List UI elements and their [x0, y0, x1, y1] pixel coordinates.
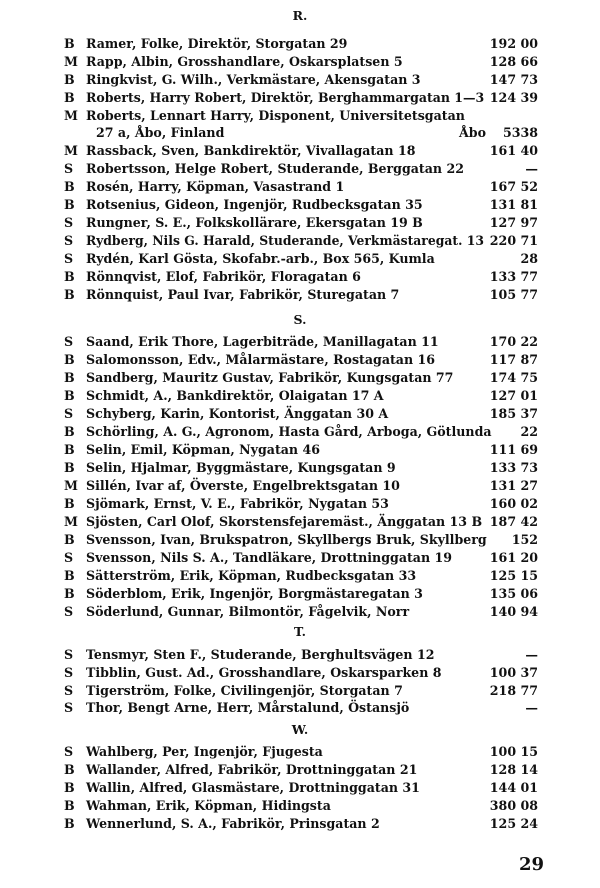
- list-item: [64, 286, 538, 303]
- entry-text: Ramer, Folke, Direktör, Storgatan 29: [86, 36, 348, 51]
- entry-code: B: [64, 287, 75, 302]
- entry-text: Wallander, Alfred, Fabrikör, Drottninggatan 21: [86, 762, 418, 777]
- entry-code: M: [64, 108, 78, 123]
- list-item: [64, 387, 538, 404]
- entry-text: Sandberg, Mauritz Gustav, Fabrikör, Kungsgatan 77: [86, 370, 454, 385]
- entry-number: 187 42: [489, 514, 538, 529]
- entry-text: Svensson, Nils S. A., Tandläkare, Drottninggatan 19: [86, 550, 453, 565]
- list-item: [64, 664, 538, 681]
- entry-number: 220 71: [489, 233, 538, 248]
- entry-code: B: [64, 442, 75, 457]
- entry-number: 111 69: [489, 442, 538, 457]
- entry-code: S: [64, 665, 74, 680]
- entry-code: S: [64, 215, 74, 230]
- list-item-continuation: [96, 124, 538, 141]
- entry-text: Rosén, Harry, Köpman, Vasastrand 1: [86, 179, 345, 194]
- entry-code: S: [64, 744, 74, 759]
- entry-text: Saand, Erik Thore, Lagerbiträde, Manillagatan 11: [86, 334, 439, 349]
- entry-code: S: [64, 251, 74, 266]
- entry-text: Rapp, Albin, Grosshandlare, Oskarsplatsen 5: [86, 54, 403, 69]
- list-item: [64, 549, 538, 566]
- entry-code: S: [64, 406, 74, 421]
- list-item: [64, 441, 538, 458]
- entry-code: M: [64, 514, 78, 529]
- entry-code: B: [64, 586, 75, 601]
- list-item: [64, 268, 538, 285]
- entry-code: B: [64, 90, 75, 105]
- list-item: [64, 214, 538, 231]
- entry-number: 133 77: [489, 269, 538, 284]
- entry-text: Rydberg, Nils G. Harald, Studerande, Verkmästaregat. 13: [86, 233, 484, 248]
- entry-text: Tigerström, Folke, Civilingenjör, Storgatan 7: [86, 683, 403, 698]
- entry-number: 127 01: [489, 388, 538, 403]
- entry-code: B: [64, 388, 75, 403]
- entry-number: 117 87: [489, 352, 538, 367]
- entry-code: S: [64, 334, 74, 349]
- entry-code: S: [64, 683, 74, 698]
- entry-text: Wennerlund, S. A., Fabrikör, Prinsgatan 2: [86, 816, 380, 831]
- entry-number: 100 37: [489, 665, 538, 680]
- entry-text: Wahlberg, Per, Ingenjör, Fjugesta: [86, 744, 323, 759]
- entry-text: Sjösten, Carl Olof, Skorstensfejaremäst., Änggatan 13 B: [86, 514, 483, 529]
- list-item: [64, 567, 538, 584]
- entry-number: 167 52: [489, 179, 538, 194]
- entry-code: B: [64, 460, 75, 475]
- entry-text: Svensson, Ivan, Brukspatron, Skyllbergs Bruk, Skyllberg: [86, 532, 487, 547]
- entry-code: B: [64, 762, 75, 777]
- entry-text: Rönnqvist, Elof, Fabrikör, Floragatan 6: [86, 269, 361, 284]
- entry-code: B: [64, 568, 75, 583]
- entry-text: Rungner, S. E., Folkskollärare, Ekersgatan 19 B: [86, 215, 423, 230]
- entry-number: 133 73: [489, 460, 538, 475]
- list-item: [64, 743, 538, 760]
- list-item: [64, 160, 538, 177]
- entry-text: Sjömark, Ernst, V. E., Fabrikör, Nygatan 53: [86, 496, 389, 511]
- list-item: [64, 423, 538, 440]
- entry-number: —: [525, 161, 538, 176]
- entry-text: Selin, Emil, Köpman, Nygatan 46: [86, 442, 320, 457]
- entry-code: M: [64, 478, 78, 493]
- entry-text: Rotsenius, Gideon, Ingenjör, Rudbecksgatan 35: [86, 197, 423, 212]
- entry-number: 144 01: [489, 780, 538, 795]
- list-item: [64, 513, 538, 530]
- list-item: [64, 351, 538, 368]
- entry-text: Tensmyr, Sten F., Studerande, Berghultsvägen 12: [86, 647, 435, 662]
- section-heading-s: S.: [293, 312, 307, 327]
- entry-number: 135 06: [489, 586, 538, 601]
- entry-text: Ringkvist, G. Wilh., Verkmästare, Akensgatan 3: [86, 72, 421, 87]
- list-item: [64, 459, 538, 476]
- list-item: [64, 250, 538, 267]
- list-item: [64, 232, 538, 249]
- page-number: 29: [518, 854, 544, 875]
- entry-code: B: [64, 179, 75, 194]
- list-item: [64, 89, 538, 106]
- entry-number: 28: [520, 251, 538, 266]
- entry-text: Schörling, A. G., Agronom, Hasta Gård, Arboga, Götlunda: [86, 424, 492, 439]
- list-item: [64, 53, 538, 70]
- entry-text: Schyberg, Karin, Kontorist, Änggatan 30 A: [86, 406, 389, 421]
- list-item: [64, 178, 538, 195]
- entry-code: S: [64, 550, 74, 565]
- entry-text-continued: 27 a, Åbo, Finland: [96, 125, 225, 140]
- entry-number: 125 15: [489, 568, 538, 583]
- entry-text: Tibblin, Gust. Ad., Grosshandlare, Oskarsparken 8: [86, 665, 442, 680]
- entry-place: Åbo: [459, 125, 486, 140]
- entry-number: 105 77: [489, 287, 538, 302]
- entry-code: M: [64, 54, 78, 69]
- entry-number: 152: [511, 532, 538, 547]
- entry-number: 147 73: [489, 72, 538, 87]
- entry-text: Selin, Hjalmar, Byggmästare, Kungsgatan 9: [86, 460, 396, 475]
- list-item: [64, 646, 538, 663]
- entry-text: Rassback, Sven, Bankdirektör, Vivallagatan 18: [86, 143, 416, 158]
- entry-text: Wahman, Erik, Köpman, Hidingsta: [86, 798, 331, 813]
- entry-code: B: [64, 816, 75, 831]
- entry-code: B: [64, 532, 75, 547]
- list-item: [64, 107, 538, 124]
- entry-number: 131 81: [489, 197, 538, 212]
- entry-code: B: [64, 496, 75, 511]
- section-heading-w: W.: [291, 722, 309, 737]
- list-item: [64, 761, 538, 778]
- entry-code: M: [64, 143, 78, 158]
- entry-number: 128 14: [489, 762, 538, 777]
- list-item: [64, 142, 538, 159]
- entry-number: 170 22: [489, 334, 538, 349]
- entry-text: Rydén, Karl Gösta, Skofabr.-arb., Box 565, Kumla: [86, 251, 435, 266]
- entry-text: Salomonsson, Edv., Målarmästare, Rostagatan 16: [86, 352, 436, 367]
- entry-code: B: [64, 798, 75, 813]
- entry-text: Sillén, Ivar af, Överste, Engelbrektsgatan 10: [86, 478, 400, 493]
- entry-number: 128 66: [489, 54, 538, 69]
- list-item: [64, 797, 538, 814]
- entry-number: 185 37: [489, 406, 538, 421]
- entry-number: 22: [520, 424, 538, 439]
- entry-text: Thor, Bengt Arne, Herr, Mårstalund, Östansjö: [86, 700, 410, 715]
- entry-code: B: [64, 352, 75, 367]
- list-item: [64, 196, 538, 213]
- list-item: [64, 531, 538, 548]
- entry-number: —: [525, 647, 538, 662]
- entry-number: 125 24: [489, 816, 538, 831]
- entry-code: B: [64, 780, 75, 795]
- entry-number: 140 94: [489, 604, 538, 619]
- list-item: [64, 585, 538, 602]
- section-heading-r: R.: [292, 8, 308, 23]
- entry-code: S: [64, 233, 74, 248]
- entry-text: Sätterström, Erik, Köpman, Rudbecksgatan 33: [86, 568, 417, 583]
- list-item: [64, 333, 538, 350]
- entry-number: 100 15: [489, 744, 538, 759]
- entry-number: 161 40: [489, 143, 538, 158]
- entry-code: B: [64, 36, 75, 51]
- entry-number: 131 27: [489, 478, 538, 493]
- entry-text: Robertsson, Helge Robert, Studerande, Berggatan 22: [86, 161, 464, 176]
- entry-code: B: [64, 72, 75, 87]
- entry-number: 124 39: [489, 90, 538, 105]
- entry-number: 174 75: [489, 370, 538, 385]
- list-item: [64, 477, 538, 494]
- entry-number: 380 08: [489, 798, 538, 813]
- entry-number: 5338: [502, 125, 538, 140]
- entry-text: Rönnquist, Paul Ivar, Fabrikör, Sturegatan 7: [86, 287, 400, 302]
- entry-code: B: [64, 370, 75, 385]
- entry-code: S: [64, 604, 74, 619]
- entry-code: S: [64, 700, 74, 715]
- entry-number: 160 02: [489, 496, 538, 511]
- entry-number: 192 00: [489, 36, 538, 51]
- entry-number: 218 77: [489, 683, 538, 698]
- list-item: [64, 603, 538, 620]
- entry-text: Wallin, Alfred, Glasmästare, Drottninggatan 31: [86, 780, 420, 795]
- entry-code: S: [64, 647, 74, 662]
- list-item: [64, 369, 538, 386]
- list-item: [64, 682, 538, 699]
- entry-number: 127 97: [489, 215, 538, 230]
- entry-code: B: [64, 269, 75, 284]
- entry-number: —: [525, 700, 538, 715]
- entry-text: Roberts, Lennart Harry, Disponent, Universitetsgatan: [86, 108, 465, 123]
- list-item: [64, 405, 538, 422]
- section-heading-t: T.: [293, 624, 307, 639]
- list-item: [64, 699, 538, 716]
- entry-code: S: [64, 161, 74, 176]
- entry-text: Schmidt, A., Bankdirektör, Olaigatan 17 A: [86, 388, 384, 403]
- entry-text: Söderlund, Gunnar, Bilmontör, Fågelvik, Norr: [86, 604, 410, 619]
- list-item: [64, 815, 538, 832]
- list-item: [64, 35, 538, 52]
- entry-code: B: [64, 197, 75, 212]
- entry-text: Söderblom, Erik, Ingenjör, Borgmästaregatan 3: [86, 586, 423, 601]
- entry-number: 161 20: [489, 550, 538, 565]
- entry-code: B: [64, 424, 75, 439]
- list-item: [64, 779, 538, 796]
- entry-text: Roberts, Harry Robert, Direktör, Berghammargatan 1—3: [86, 90, 485, 105]
- list-item: [64, 71, 538, 88]
- list-item: [64, 495, 538, 512]
